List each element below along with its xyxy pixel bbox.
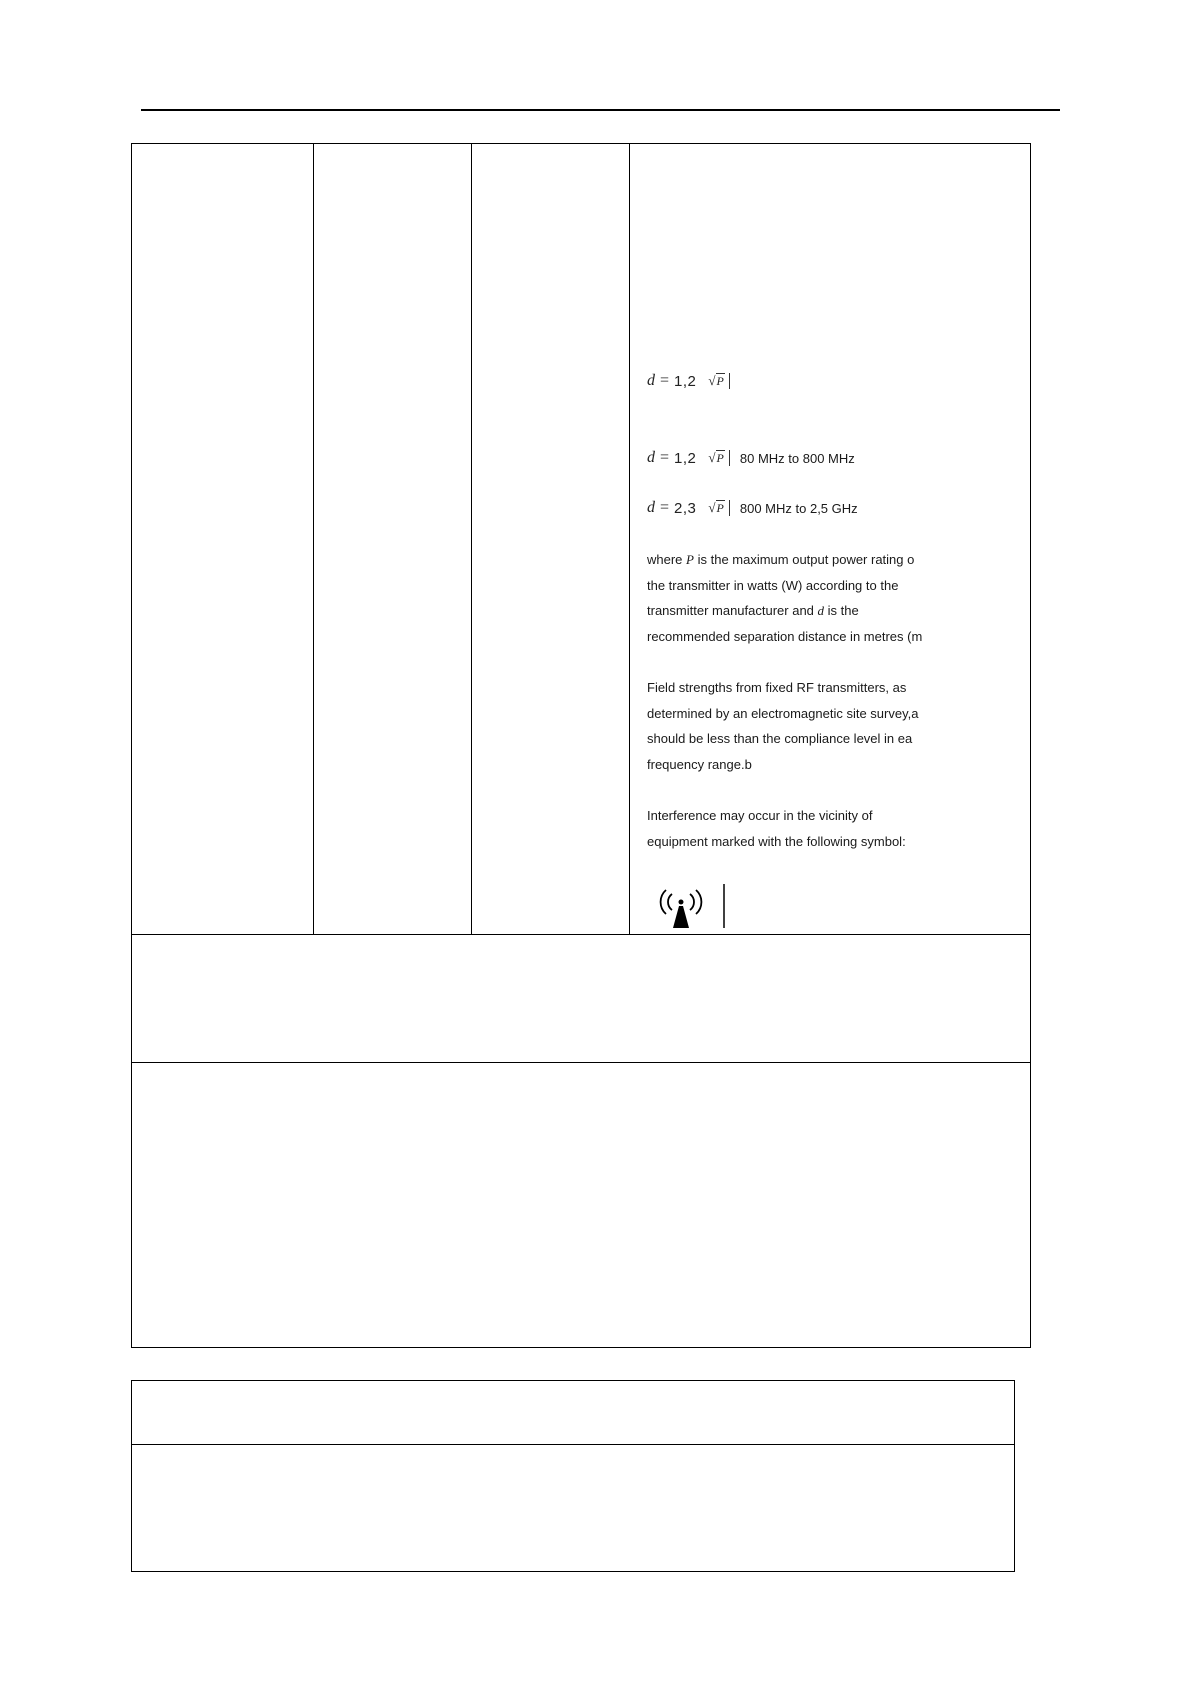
- square-root-icon: √P: [708, 500, 724, 515]
- formula-bar: [729, 373, 730, 389]
- text-segment: where: [647, 552, 687, 567]
- text-segment: transmitter manufacturer and: [647, 603, 818, 618]
- square-root-icon: √P: [708, 373, 724, 388]
- formula-equals: =: [660, 499, 670, 516]
- table-column-divider: [471, 143, 472, 935]
- formula-variable: d: [647, 372, 655, 389]
- interference-line-1: Interference may occur in the vicinity of: [647, 808, 873, 823]
- field-line-1: Field strengths from fixed RF transmitters, as: [647, 680, 907, 695]
- interference-line-2: equipment marked with the following symbol:: [647, 834, 906, 849]
- formula-radical: P: [716, 374, 724, 388]
- formula-range: 800 MHz to 2,5 GHz: [739, 500, 858, 516]
- non-ionizing-radiation-icon: [644, 882, 726, 928]
- field-line-4: frequency range.b: [647, 757, 752, 772]
- where-line-3: [647, 603, 859, 619]
- where-line-2: the transmitter in watts (W) according to the: [647, 578, 899, 593]
- formula-range: 80 MHz to 800 MHz: [739, 450, 855, 466]
- formula-equals: =: [660, 372, 670, 389]
- formula-radical: P: [716, 501, 724, 515]
- table-row-divider: [131, 934, 1031, 935]
- text-segment: is the maximum output power rating o: [693, 552, 915, 567]
- formula-variable: d: [647, 499, 655, 516]
- square-root-icon: √P: [708, 450, 724, 465]
- variable-p: P: [686, 552, 694, 567]
- where-line-1: [647, 552, 914, 568]
- formula-coefficient: 1,2: [674, 449, 697, 467]
- formula-bar: [729, 450, 730, 466]
- table-row-divider: [131, 1062, 1031, 1063]
- separation-distance-formula: [647, 499, 858, 517]
- variable-d: d: [817, 603, 825, 618]
- header-rule: [141, 109, 1060, 111]
- formula-radical: P: [716, 451, 724, 465]
- formula-variable: d: [647, 449, 655, 466]
- formula-coefficient: 2,3: [674, 499, 697, 517]
- formula-equals: =: [660, 449, 670, 466]
- formula-bar: [729, 500, 730, 516]
- notes-table: [131, 1380, 1015, 1572]
- field-line-2: determined by an electromagnetic site survey,a: [647, 706, 919, 721]
- where-line-4: recommended separation distance in metres (m: [647, 629, 923, 644]
- formula-coefficient: 1,2: [674, 372, 697, 390]
- separation-distance-formula: [647, 372, 740, 390]
- table-column-divider: [313, 143, 314, 935]
- separation-distance-formula: [647, 449, 855, 467]
- notes-row-divider: [131, 1444, 1015, 1445]
- field-line-3: should be less than the compliance level in ea: [647, 731, 913, 746]
- text-segment: is the: [824, 603, 859, 618]
- table-column-divider: [629, 143, 630, 935]
